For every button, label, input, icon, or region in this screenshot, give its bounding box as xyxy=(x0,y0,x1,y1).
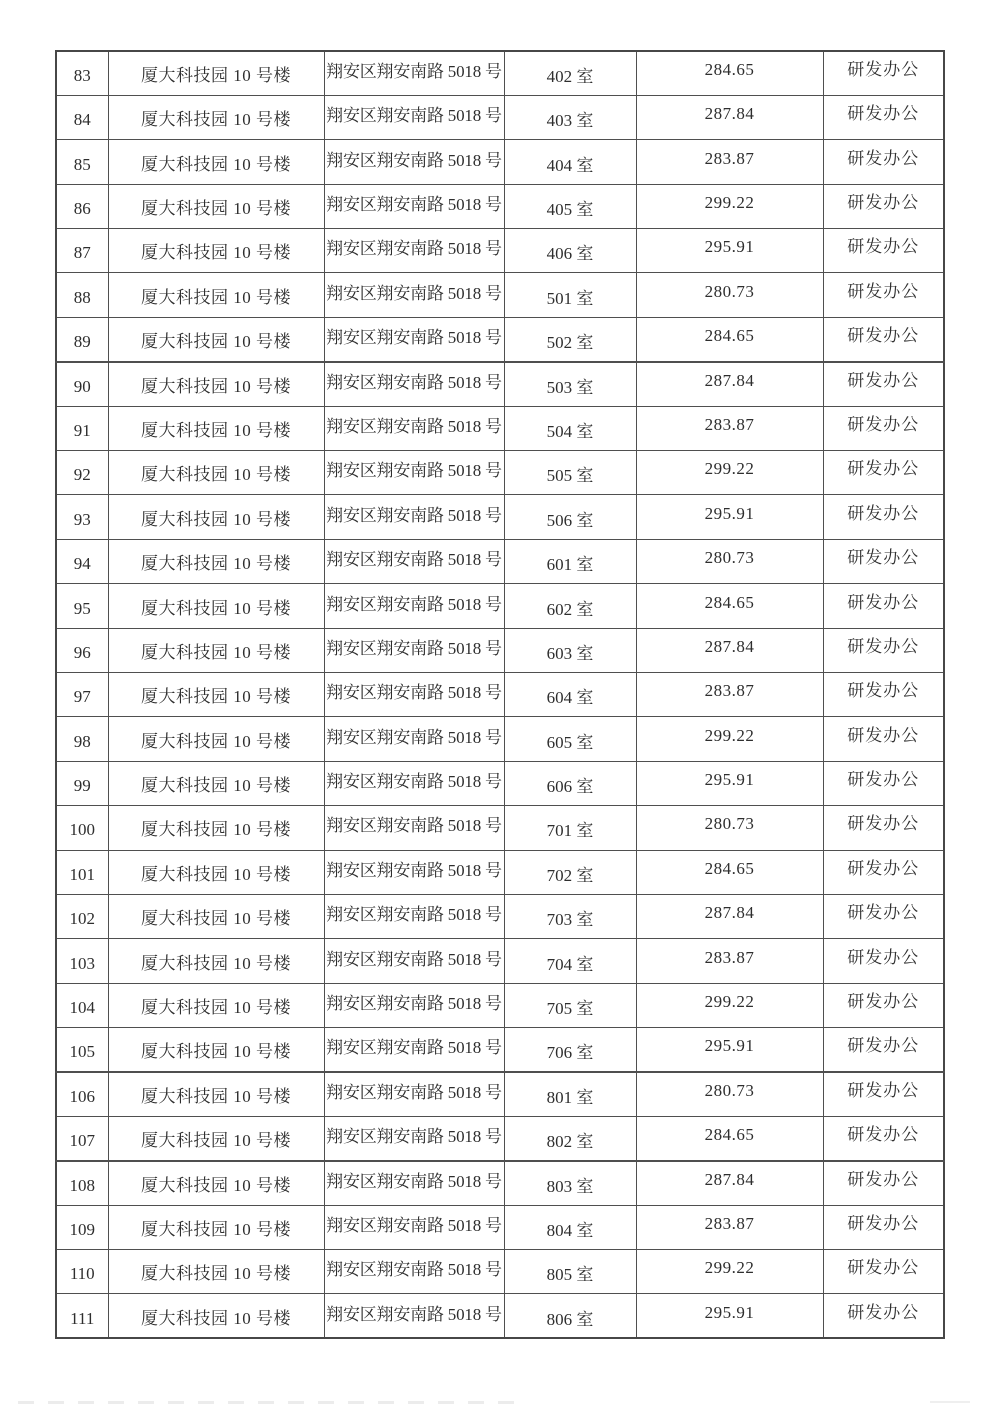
cell-area-value: 287.84 xyxy=(636,628,823,672)
table-body xyxy=(56,51,944,1338)
cell-room-number: 603 室 xyxy=(504,628,636,672)
cell-usage: 研发办公 xyxy=(823,95,944,139)
cell-usage: 研发办公 xyxy=(823,894,944,938)
cell-usage: 研发办公 xyxy=(823,317,944,361)
cell-address: 翔安区翔安南路 5018 号 xyxy=(324,95,504,139)
cell-room-number: 706 室 xyxy=(504,1028,636,1072)
cell-address: 翔安区翔安南路 5018 号 xyxy=(324,1250,504,1294)
cell-building-name: 厦大科技园 10 号楼 xyxy=(108,184,324,228)
cell-row-number: 98 xyxy=(56,717,108,761)
cell-usage: 研发办公 xyxy=(823,1116,944,1160)
cell-area-value: 283.87 xyxy=(636,939,823,983)
table-row xyxy=(56,1028,944,1072)
table-row xyxy=(56,1116,944,1160)
cell-usage: 研发办公 xyxy=(823,628,944,672)
cell-address: 翔安区翔安南路 5018 号 xyxy=(324,406,504,450)
cell-room-number: 404 室 xyxy=(504,140,636,184)
cell-usage: 研发办公 xyxy=(823,140,944,184)
table-row xyxy=(56,362,944,406)
cell-address: 翔安区翔安南路 5018 号 xyxy=(324,628,504,672)
cell-usage: 研发办公 xyxy=(823,406,944,450)
cell-room-number: 601 室 xyxy=(504,539,636,583)
cell-usage: 研发办公 xyxy=(823,273,944,317)
cell-building-name: 厦大科技园 10 号楼 xyxy=(108,317,324,361)
cell-area-value: 299.22 xyxy=(636,983,823,1027)
cell-building-name: 厦大科技园 10 号楼 xyxy=(108,806,324,850)
cell-usage: 研发办公 xyxy=(823,806,944,850)
cell-room-number: 506 室 xyxy=(504,495,636,539)
cell-area-value: 299.22 xyxy=(636,451,823,495)
cell-usage: 研发办公 xyxy=(823,184,944,228)
cell-usage: 研发办公 xyxy=(823,717,944,761)
cell-area-value: 295.91 xyxy=(636,1028,823,1072)
cell-row-number: 111 xyxy=(56,1294,108,1338)
cell-address: 翔安区翔安南路 5018 号 xyxy=(324,229,504,273)
cell-area-value: 284.65 xyxy=(636,584,823,628)
cell-building-name: 厦大科技园 10 号楼 xyxy=(108,1072,324,1116)
cell-building-name: 厦大科技园 10 号楼 xyxy=(108,51,324,95)
cell-area-value: 284.65 xyxy=(636,1116,823,1160)
cell-row-number: 89 xyxy=(56,317,108,361)
cell-area-value: 284.65 xyxy=(636,850,823,894)
cell-building-name: 厦大科技园 10 号楼 xyxy=(108,584,324,628)
cell-row-number: 101 xyxy=(56,850,108,894)
table-row xyxy=(56,51,944,95)
table-row xyxy=(56,1072,944,1116)
cell-usage: 研发办公 xyxy=(823,672,944,716)
cell-building-name: 厦大科技园 10 号楼 xyxy=(108,894,324,938)
cell-row-number: 88 xyxy=(56,273,108,317)
cell-usage: 研发办公 xyxy=(823,495,944,539)
cell-address: 翔安区翔安南路 5018 号 xyxy=(324,1161,504,1205)
cell-usage: 研发办公 xyxy=(823,1294,944,1338)
cell-building-name: 厦大科技园 10 号楼 xyxy=(108,1250,324,1294)
cell-row-number: 87 xyxy=(56,229,108,273)
cell-room-number: 805 室 xyxy=(504,1250,636,1294)
cell-row-number: 110 xyxy=(56,1250,108,1294)
cell-area-value: 287.84 xyxy=(636,362,823,406)
cell-area-value: 280.73 xyxy=(636,539,823,583)
table-row xyxy=(56,850,944,894)
cell-usage: 研发办公 xyxy=(823,584,944,628)
cell-row-number: 107 xyxy=(56,1116,108,1160)
table-row xyxy=(56,317,944,361)
cell-room-number: 705 室 xyxy=(504,983,636,1027)
cell-usage: 研发办公 xyxy=(823,1072,944,1116)
table-row xyxy=(56,95,944,139)
cell-row-number: 93 xyxy=(56,495,108,539)
cell-usage: 研发办公 xyxy=(823,451,944,495)
cell-room-number: 802 室 xyxy=(504,1116,636,1160)
cell-row-number: 106 xyxy=(56,1072,108,1116)
next-page-text-artifact-right xyxy=(930,1401,970,1403)
cell-building-name: 厦大科技园 10 号楼 xyxy=(108,672,324,716)
cell-area-value: 280.73 xyxy=(636,806,823,850)
cell-room-number: 701 室 xyxy=(504,806,636,850)
table-row xyxy=(56,406,944,450)
table-row xyxy=(56,584,944,628)
cell-row-number: 96 xyxy=(56,628,108,672)
cell-building-name: 厦大科技园 10 号楼 xyxy=(108,850,324,894)
cell-usage: 研发办公 xyxy=(823,51,944,95)
cell-building-name: 厦大科技园 10 号楼 xyxy=(108,539,324,583)
cell-row-number: 91 xyxy=(56,406,108,450)
cell-address: 翔安区翔安南路 5018 号 xyxy=(324,273,504,317)
table-row xyxy=(56,672,944,716)
cell-building-name: 厦大科技园 10 号楼 xyxy=(108,1205,324,1249)
cell-address: 翔安区翔安南路 5018 号 xyxy=(324,495,504,539)
cell-room-number: 703 室 xyxy=(504,894,636,938)
table-row xyxy=(56,983,944,1027)
cell-address: 翔安区翔安南路 5018 号 xyxy=(324,362,504,406)
table-row xyxy=(56,1161,944,1205)
cell-usage: 研发办公 xyxy=(823,939,944,983)
cell-address: 翔安区翔安南路 5018 号 xyxy=(324,717,504,761)
cell-room-number: 504 室 xyxy=(504,406,636,450)
cell-area-value: 283.87 xyxy=(636,140,823,184)
table-row xyxy=(56,1205,944,1249)
cell-area-value: 287.84 xyxy=(636,1161,823,1205)
cell-room-number: 602 室 xyxy=(504,584,636,628)
cell-building-name: 厦大科技园 10 号楼 xyxy=(108,406,324,450)
cell-room-number: 604 室 xyxy=(504,672,636,716)
cell-address: 翔安区翔安南路 5018 号 xyxy=(324,51,504,95)
cell-building-name: 厦大科技园 10 号楼 xyxy=(108,229,324,273)
cell-row-number: 90 xyxy=(56,362,108,406)
cell-address: 翔安区翔安南路 5018 号 xyxy=(324,1205,504,1249)
cell-room-number: 405 室 xyxy=(504,184,636,228)
cell-room-number: 803 室 xyxy=(504,1161,636,1205)
cell-address: 翔安区翔安南路 5018 号 xyxy=(324,806,504,850)
cell-room-number: 505 室 xyxy=(504,451,636,495)
cell-building-name: 厦大科技园 10 号楼 xyxy=(108,273,324,317)
cell-area-value: 284.65 xyxy=(636,51,823,95)
cell-row-number: 104 xyxy=(56,983,108,1027)
cell-row-number: 100 xyxy=(56,806,108,850)
cell-address: 翔安区翔安南路 5018 号 xyxy=(324,1116,504,1160)
cell-building-name: 厦大科技园 10 号楼 xyxy=(108,628,324,672)
cell-usage: 研发办公 xyxy=(823,983,944,1027)
cell-row-number: 103 xyxy=(56,939,108,983)
cell-building-name: 厦大科技园 10 号楼 xyxy=(108,140,324,184)
cell-room-number: 403 室 xyxy=(504,95,636,139)
cell-area-value: 283.87 xyxy=(636,1205,823,1249)
cell-area-value: 280.73 xyxy=(636,273,823,317)
cell-building-name: 厦大科技园 10 号楼 xyxy=(108,362,324,406)
cell-area-value: 299.22 xyxy=(636,717,823,761)
cell-row-number: 105 xyxy=(56,1028,108,1072)
cell-row-number: 99 xyxy=(56,761,108,805)
cell-room-number: 501 室 xyxy=(504,273,636,317)
table-row xyxy=(56,1250,944,1294)
property-unit-table xyxy=(55,50,945,1339)
cell-address: 翔安区翔安南路 5018 号 xyxy=(324,1294,504,1338)
cell-usage: 研发办公 xyxy=(823,761,944,805)
cell-usage: 研发办公 xyxy=(823,229,944,273)
cell-room-number: 402 室 xyxy=(504,51,636,95)
table-row xyxy=(56,451,944,495)
cell-room-number: 605 室 xyxy=(504,717,636,761)
table-row xyxy=(56,717,944,761)
cell-area-value: 299.22 xyxy=(636,1250,823,1294)
cell-usage: 研发办公 xyxy=(823,539,944,583)
cell-building-name: 厦大科技园 10 号楼 xyxy=(108,495,324,539)
cell-address: 翔安区翔安南路 5018 号 xyxy=(324,451,504,495)
cell-address: 翔安区翔安南路 5018 号 xyxy=(324,894,504,938)
cell-room-number: 806 室 xyxy=(504,1294,636,1338)
cell-area-value: 295.91 xyxy=(636,1294,823,1338)
cell-row-number: 102 xyxy=(56,894,108,938)
cell-address: 翔安区翔安南路 5018 号 xyxy=(324,539,504,583)
cell-row-number: 83 xyxy=(56,51,108,95)
cell-area-value: 283.87 xyxy=(636,406,823,450)
cell-area-value: 280.73 xyxy=(636,1072,823,1116)
cell-address: 翔安区翔安南路 5018 号 xyxy=(324,672,504,716)
cell-usage: 研发办公 xyxy=(823,1028,944,1072)
cell-address: 翔安区翔安南路 5018 号 xyxy=(324,140,504,184)
cell-room-number: 503 室 xyxy=(504,362,636,406)
cell-address: 翔安区翔安南路 5018 号 xyxy=(324,1072,504,1116)
cell-room-number: 406 室 xyxy=(504,229,636,273)
table-row xyxy=(56,761,944,805)
cell-building-name: 厦大科技园 10 号楼 xyxy=(108,1161,324,1205)
cell-usage: 研发办公 xyxy=(823,1205,944,1249)
cell-row-number: 97 xyxy=(56,672,108,716)
cell-address: 翔安区翔安南路 5018 号 xyxy=(324,317,504,361)
cell-usage: 研发办公 xyxy=(823,362,944,406)
cell-row-number: 92 xyxy=(56,451,108,495)
next-page-text-artifact xyxy=(18,1401,518,1404)
table-row xyxy=(56,184,944,228)
table-row xyxy=(56,894,944,938)
cell-row-number: 108 xyxy=(56,1161,108,1205)
cell-row-number: 84 xyxy=(56,95,108,139)
cell-building-name: 厦大科技园 10 号楼 xyxy=(108,95,324,139)
cell-address: 翔安区翔安南路 5018 号 xyxy=(324,1028,504,1072)
cell-building-name: 厦大科技园 10 号楼 xyxy=(108,761,324,805)
cell-building-name: 厦大科技园 10 号楼 xyxy=(108,939,324,983)
cell-row-number: 95 xyxy=(56,584,108,628)
cell-building-name: 厦大科技园 10 号楼 xyxy=(108,717,324,761)
cell-building-name: 厦大科技园 10 号楼 xyxy=(108,1028,324,1072)
cell-building-name: 厦大科技园 10 号楼 xyxy=(108,1116,324,1160)
cell-usage: 研发办公 xyxy=(823,1250,944,1294)
cell-room-number: 704 室 xyxy=(504,939,636,983)
cell-address: 翔安区翔安南路 5018 号 xyxy=(324,850,504,894)
cell-area-value: 287.84 xyxy=(636,95,823,139)
table-row xyxy=(56,806,944,850)
cell-usage: 研发办公 xyxy=(823,1161,944,1205)
table-row xyxy=(56,539,944,583)
table-row xyxy=(56,495,944,539)
cell-area-value: 295.91 xyxy=(636,495,823,539)
table-row xyxy=(56,628,944,672)
cell-row-number: 94 xyxy=(56,539,108,583)
cell-building-name: 厦大科技园 10 号楼 xyxy=(108,983,324,1027)
cell-area-value: 295.91 xyxy=(636,761,823,805)
cell-row-number: 85 xyxy=(56,140,108,184)
cell-room-number: 804 室 xyxy=(504,1205,636,1249)
cell-row-number: 86 xyxy=(56,184,108,228)
cell-address: 翔安区翔安南路 5018 号 xyxy=(324,584,504,628)
cell-area-value: 295.91 xyxy=(636,229,823,273)
table-row xyxy=(56,1294,944,1338)
cell-room-number: 702 室 xyxy=(504,850,636,894)
cell-area-value: 283.87 xyxy=(636,672,823,716)
cell-row-number: 109 xyxy=(56,1205,108,1249)
cell-area-value: 284.65 xyxy=(636,317,823,361)
cell-address: 翔安区翔安南路 5018 号 xyxy=(324,983,504,1027)
table-row xyxy=(56,273,944,317)
cell-room-number: 801 室 xyxy=(504,1072,636,1116)
cell-area-value: 299.22 xyxy=(636,184,823,228)
cell-usage: 研发办公 xyxy=(823,850,944,894)
cell-address: 翔安区翔安南路 5018 号 xyxy=(324,761,504,805)
cell-building-name: 厦大科技园 10 号楼 xyxy=(108,451,324,495)
cell-room-number: 502 室 xyxy=(504,317,636,361)
cell-room-number: 606 室 xyxy=(504,761,636,805)
cell-area-value: 287.84 xyxy=(636,894,823,938)
cell-building-name: 厦大科技园 10 号楼 xyxy=(108,1294,324,1338)
cell-address: 翔安区翔安南路 5018 号 xyxy=(324,184,504,228)
table-row xyxy=(56,140,944,184)
table-row xyxy=(56,939,944,983)
cell-address: 翔安区翔安南路 5018 号 xyxy=(324,939,504,983)
table-row xyxy=(56,229,944,273)
